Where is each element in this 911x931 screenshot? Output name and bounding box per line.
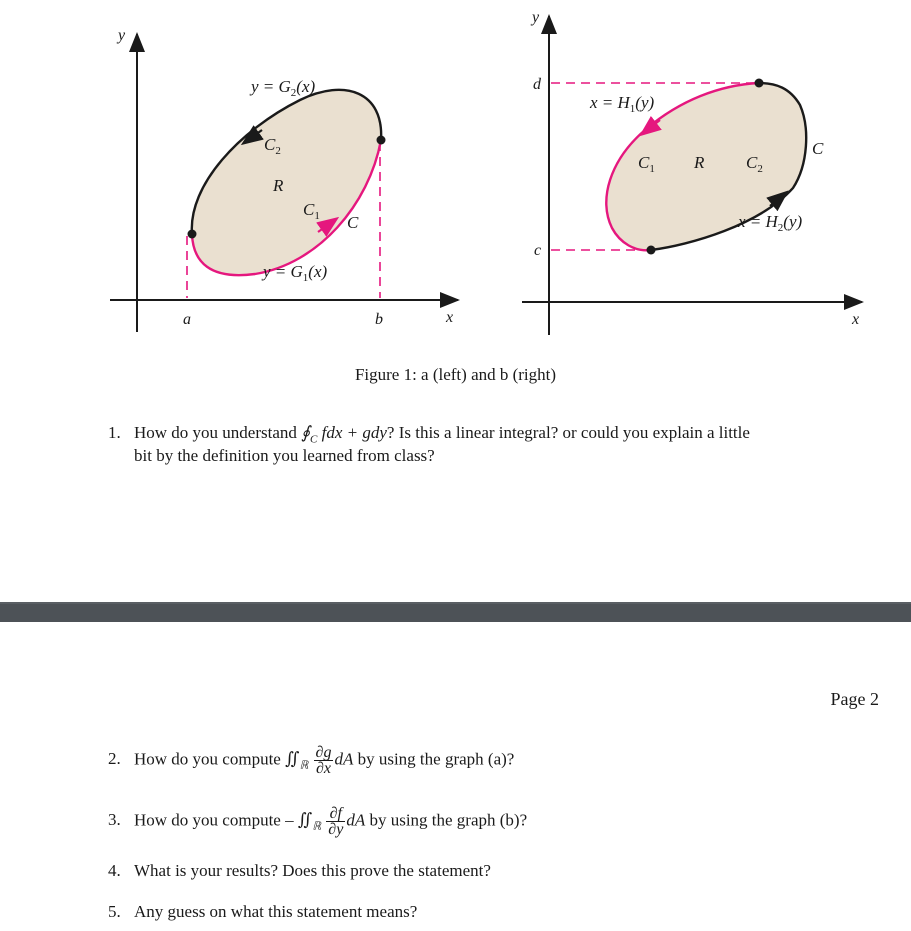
figure-caption: Figure 1: a (left) and b (right) [354,365,557,384]
question-1-text-after: ? Is this a linear integral? or could you explain a little [386,423,750,442]
left-label-g2: $y = G_2(x)$ [251,77,316,99]
right-tick-d: d [533,76,541,93]
left-y-label: y [118,27,126,44]
left-label-r: R [273,176,284,195]
graph-right [522,9,862,335]
question-4-text: What is your results? Does this prove the statement? [134,861,491,880]
question-1-line2: bit by the definition you learned from class? [134,446,435,465]
right-label-h1: $x = H_1(y)$ [590,93,655,115]
question-3-number: 3. [108,810,121,830]
question-4-number: 4. [108,861,121,880]
right-label-c: C [812,139,824,158]
right-y-label: y [532,9,540,26]
right-label-c1: $C_1$ [638,153,655,175]
figure-1 [0,0,911,345]
question-3-fraction: $\frac{\partial f}{\partial y}$ [328,805,344,838]
question-5-number: 5. [108,902,121,921]
question-5 [108,900,417,923]
left-point-a [188,230,197,239]
question-2-number: 2. [108,749,121,769]
page-number: Page 2 [830,689,879,709]
question-2-text-after: by using the graph (a)? [357,749,515,769]
question-3-integral: $∬_ℝ$ [297,810,322,833]
right-point-top [755,79,764,88]
left-label-c2: $C_2$ [264,135,281,157]
question-3-text-before: How do you compute – [134,810,294,830]
left-label-c: C [347,213,359,232]
right-x-label: x [852,311,860,328]
right-label-c2: $C_2$ [746,153,763,175]
question-1-number: 1. [108,423,121,442]
question-2-da: dA [334,749,354,769]
left-region-fill [192,90,381,275]
right-tick-c: c [534,242,542,259]
question-2-integral: $∬_ℝ$ [285,749,309,772]
left-point-b [377,136,386,145]
left-x-label: x [446,309,454,326]
question-2 [108,745,514,778]
question-3-text-after: by using the graph (b)? [369,810,528,830]
page-divider [0,602,911,622]
graph-left [110,27,458,332]
left-label-c1: $C_1$ [303,200,320,222]
right-label-h2: $x = H_2(y)$ [738,212,803,234]
left-tick-a: a [183,311,191,328]
left-label-g1: $y = G_1(x)$ [263,262,328,284]
left-tick-b: b [375,311,383,328]
right-label-r: R [694,153,705,172]
question-4 [108,859,491,882]
question-3-da: dA [346,810,366,830]
question-5-text: Any guess on what this statement means? [134,902,418,921]
right-point-bottom [647,246,656,255]
question-1-integral: $∮_C$ fdx + gdy [301,423,387,446]
question-2-text-before: How do you compute [134,749,281,769]
question-3 [108,806,527,839]
question-1-text-before: How do you understand [134,423,297,442]
question-2-fraction: $\frac{\partial g}{\partial x}$ [315,744,332,777]
